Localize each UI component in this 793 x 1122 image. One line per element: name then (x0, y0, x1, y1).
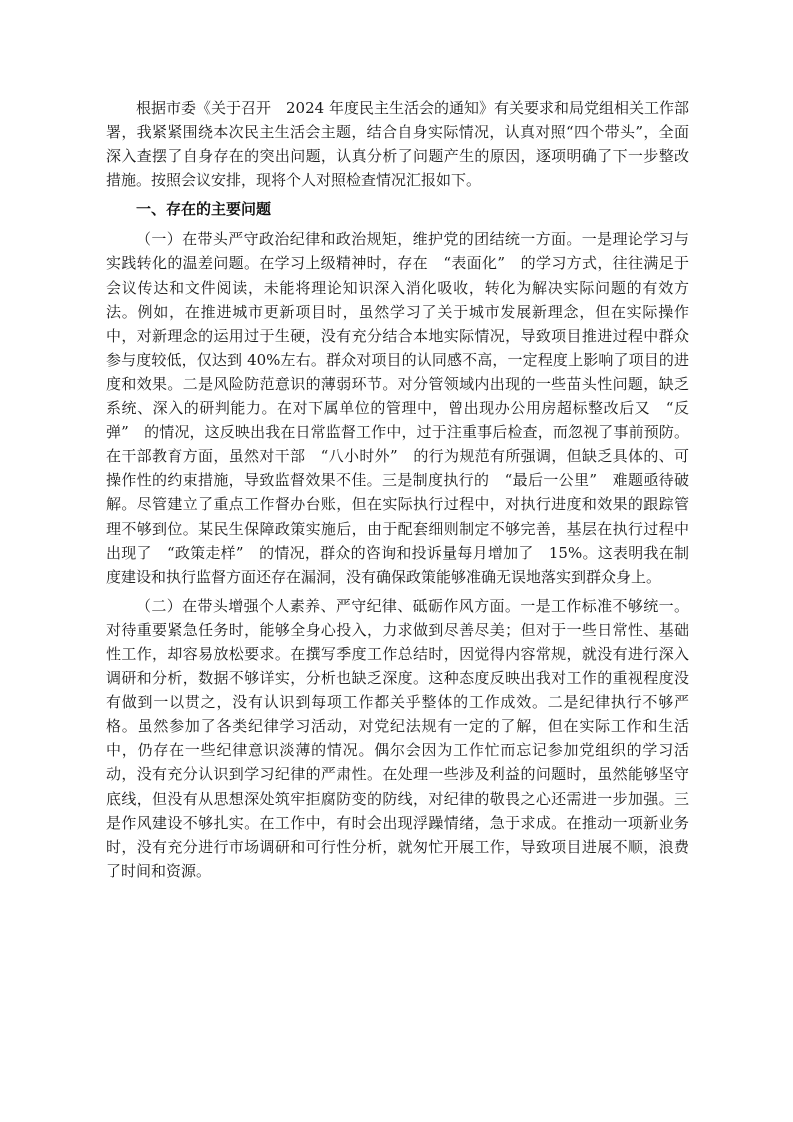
section-heading: 一、存在的主要问题 (136, 200, 272, 219)
item-two-paragraph: （二）在带头增强个人素养、严守纪律、砥砺作风方面。一是工作标准不够统一。对待重要紧急任务时，能够全身心投入，力求做到尽善尽美；但对于一些日常性、基础性工作，却容易放松要求。在撰写季度工作总结时，因觉得内容常规，就没有进行深入调研和分析，数据不够详实，分析也缺乏深度。这种态度反映出我对工作的重视程度没有做到一以贯之，没有认识到每项工作都关乎整体的工作成效。二是纪律执行不够严格。虽然参加了各类纪律学习活动，对党纪法规有一定的了解，但在实际工作和生活中，仍存在一些纪律意识淡薄的情况。偶尔会因为工作忙而忘记参加党组织的学习活动，没有充分认识到学习纪律的严肃性。在处理一些涉及利益的问题时，虽然能够坚守底线，但没有从思想深处筑牢拒腐防变的防线，对纪律的敬畏之心还需进一步加强。三是作风建设不够扎实。在工作中，有时会出现浮躁情绪，急于求成。在推动一项新业务时，没有充分进行市场调研和可行性分析，就匆忙开展工作，导致项目进展不顺，浪费了时间和资源。 (106, 596, 689, 880)
intro-paragraph: 根据市委《关于召开 2024 年度民主生活会的通知》有关要求和局党组相关工作部署，我紧紧围绕本次民主生活会主题，结合自身实际情况，认真对照“四个带头”，全面深入查摆了自身存在的突出问题，认真分析了问题产生的原因，逐项明确了下一步整改措施。按照会议安排，现将个人对照检查情况汇报如下。 (106, 99, 689, 190)
document-body (106, 96, 689, 883)
item-one-paragraph: （一）在带头严守政治纪律和政治规矩，维护党的团结统一方面。一是理论学习与实践转化的温差问题。在学习上级精神时，存在 “表面化” 的学习方式，往往满足于会议传达和文件阅读，未能将理论知识深入消化吸收，转化为解决实际问题的有效方法。例如，在推进城市更新项目时，虽然学习了关于城市发展新理念，但在实际操作中，对新理念的运用过于生硬，没有充分结合本地实际情况，导致项目推进过程中群众参与度较低，仅达到 40%左右。群众对项目的认同感不高，一定程度上影响了项目的进度和效果。二是风险防范意识的薄弱环节。对分管领域内出现的一些苗头性问题，缺乏系统、深入的研判能力。在对下属单位的管理中，曾出现办公用房超标整改后又 “反弹” 的情况，这反映出我在日常监督工作中，过于注重事后检查，而忽视了事前预防。在干部教育方面，虽然对干部 “八小时外” 的行为规范有所强调，但缺乏具体的、可操作性的约束措施，导致监督效果不佳。三是制度执行的 “最后一公里” 难题亟待破解。尽管建立了重点工作督办台账，但在实际执行过程中，对执行进度和效果的跟踪管理不够到位。某民生保障政策实施后，由于配套细则制定不够完善，基层在执行过程中出现了 “政策走样” 的情况，群众的咨询和投诉量每月增加了 15%。这表明我在制度建设和执行监督方面还存在漏洞，没有确保政策能够准确无误地落实到群众身上。 (106, 230, 689, 586)
